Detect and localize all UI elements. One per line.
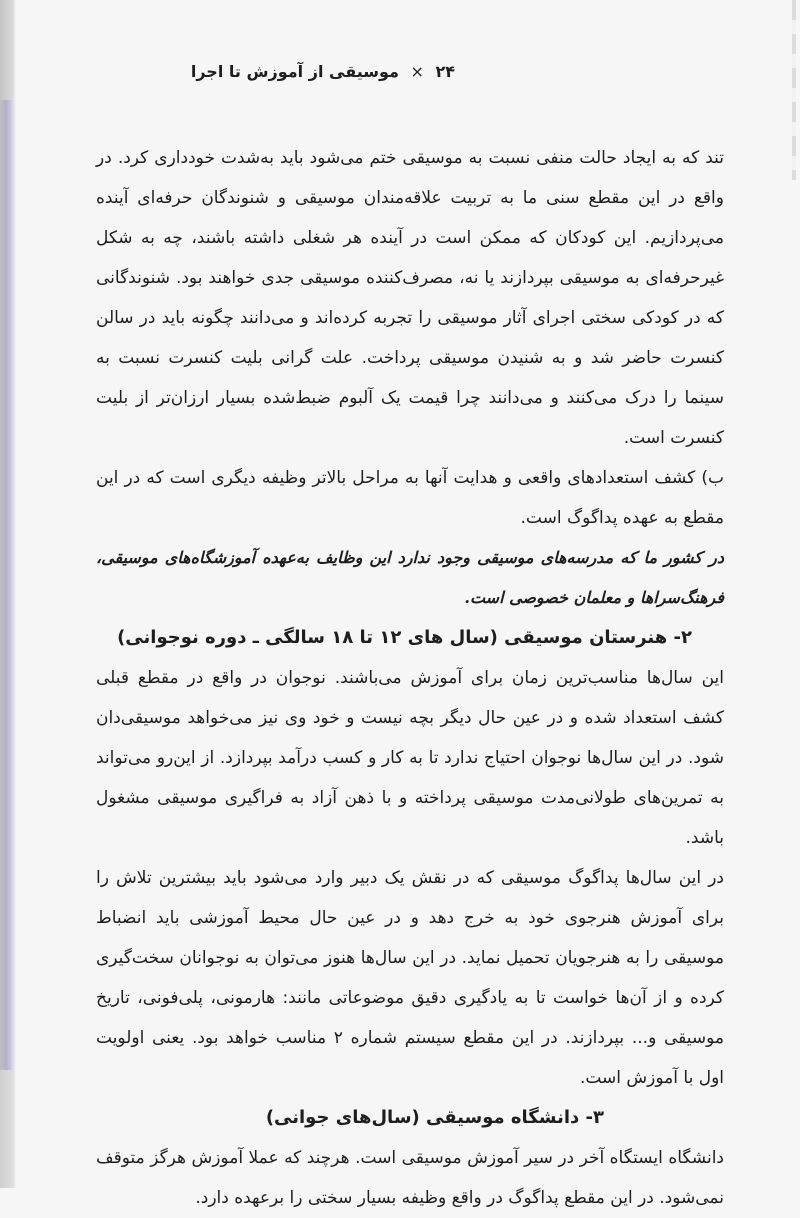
page-number: ۲۴ [435,62,455,81]
paragraph-children-listeners: تند که به ایجاد حالت منفی نسبت به موسیقی ختم می‌شود باید به‌شدت خودداری کرد. در واقع در این مقطع سنی ما به تربیت علاقه‌مندان موسیقی و شنوندگان حرفه‌ای آینده می‌پردازیم. این کودکان که ممکن است در آینده هر شغلی داشته باشند، چه به شکل غیرحرفه‌ای به موسیقی بپردازند یا نه، مصرف‌کننده موسیقی جدی خواهند بود. شنوندگانی که در کودکی سختی اجرای آثار موسیقی را تجربه کرده‌اند و می‌دانند چگونه باید در سالن کنسرت حاضر شد و به شنیدن موسیقی پرداخت. علت گرانی بلیت کنسرت نسبت به سینما را درک می‌کنند و می‌دانند چرا قیمت یک آلبوم ضبط‌شده بسیار ارزان‌تر از بلیت کنسرت است. [96,148,724,448]
book-spine-shadow [0,0,16,1188]
running-title: موسیقی از آموزش تا اجرا [190,62,399,81]
header-separator: × [410,62,424,81]
running-header [191,62,455,81]
section-heading-conservatory: ۲- هنرستان موسیقی (سال های ۱۲ تا ۱۸ سالگی ـ دوره نوجوانی) [117,627,692,648]
page-body [96,138,724,1218]
paragraph-university: دانشگاه ایستگاه آخر در سیر آموزش موسیقی است. هرچند که عملا آموزش هرگز متوقف نمی‌شود. در این مقطع پداگوگ در واقع وظیفه بسیار سختی را برعهده دارد. [96,1148,724,1208]
book-spine-top [0,0,12,100]
emphasized-note: در کشور ما که مدرسه‌های موسیقی وجود ندارد این وظایف به‌عهده آموزشگاه‌های موسیقی، فرهنگ‌سراها و معلمان خصوصی است. [96,548,724,607]
paragraph-teen-years: این سال‌ها مناسب‌ترین زمان برای آموزش می‌باشند. نوجوان در واقع در مقطع قبلی کشف استعداد شده و در عین حال دیگر بچه نیست و خود وی نیز می‌خواهد موسیقی‌دان شود. در این سال‌ها نوجوان احتیاج ندارد تا به کار و کسب درآمد بپردازد. از این‌رو می‌تواند به تمرین‌های طولانی‌مدت موسیقی پرداخته و با ذهن آزاد به فراگیری موسیقی مشغول باشد. [96,668,724,848]
page-edge-marks [792,0,796,180]
section-heading-university: ۳- دانشگاه موسیقی (سال‌های جوانی) [265,1107,604,1128]
paragraph-pedagogue-role: در این سال‌ها پداگوگ موسیقی که در نقش یک دبیر وارد می‌شود باید بیشترین تلاش را برای آموزش هنرجوی خود به خرج دهد و در عین حال محیط آموزشی باید انضباط موسیقی را به هنرجویان تحمیل نماید. در این سال‌ها هنوز می‌توان به نوجوانان سخت‌گیری کرده و از آن‌ها خواست تا به یادگیری دقیق موضوعاتی مانند: هارمونی، پلی‌فونی، تاریخ موسیقی و... بپردازند. در این مقطع سیستم شماره ۲ مناسب خواهد بود. یعنی اولویت اول با آموزش است. [96,868,725,1088]
paragraph-talent-discovery: ب) کشف استعدادهای واقعی و هدایت آنها به مراحل بالاتر وظیفه دیگری است که در این مقطع به عهده پداگوگ است. [96,468,724,528]
book-spine-bottom [0,1070,14,1188]
